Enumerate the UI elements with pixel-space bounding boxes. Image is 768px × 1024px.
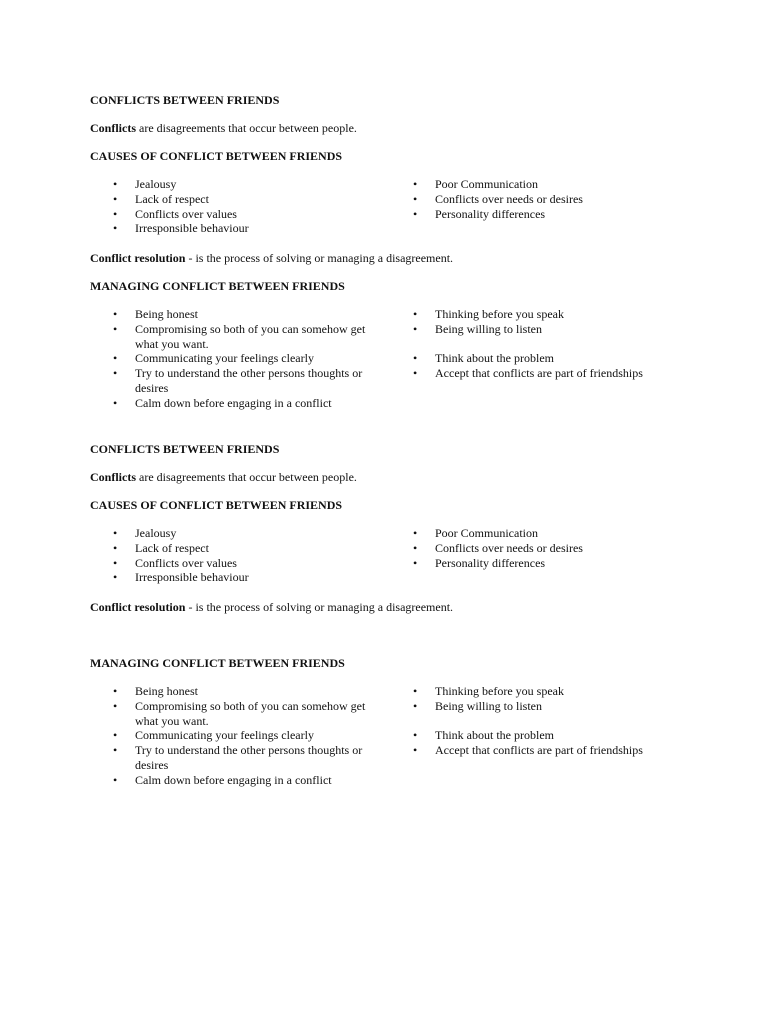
list-item: • Personality differences xyxy=(390,556,730,571)
list-item: • Jealousy xyxy=(90,177,390,192)
list-item: • Calm down before engaging in a conflict xyxy=(90,773,390,788)
section-title: CONFLICTS BETWEEN FRIENDS xyxy=(90,93,280,107)
section-title: CONFLICTS BETWEEN FRIENDS xyxy=(90,442,280,456)
managing-list-right xyxy=(390,307,730,381)
list-item: • Calm down before engaging in a conflict xyxy=(90,396,390,411)
list-item: • Think about the problem xyxy=(390,728,730,743)
list-item: • Conflicts over values xyxy=(90,556,390,571)
list-item: • Compromising so both of you can somehow get what you want. xyxy=(90,322,390,352)
managing-list-left xyxy=(90,684,390,788)
list-item: • Think about the problem xyxy=(390,351,730,366)
list-item: • Poor Communication xyxy=(390,526,730,541)
managing-heading: MANAGING CONFLICT BETWEEN FRIENDS xyxy=(90,279,345,293)
resolution-definition xyxy=(90,600,453,615)
managing-heading: MANAGING CONFLICT BETWEEN FRIENDS xyxy=(90,656,345,670)
list-item: • Jealousy xyxy=(90,526,390,541)
resolution-text: - is the process of solving or managing a disagreement. xyxy=(185,600,454,614)
causes-list-left xyxy=(90,526,390,585)
list-item: • Accept that conflicts are part of friendships xyxy=(390,743,730,758)
conflicts-definition xyxy=(90,470,357,485)
causes-list-right xyxy=(390,526,730,570)
list-item: • Lack of respect xyxy=(90,192,390,207)
list-item: • Personality differences xyxy=(390,207,730,222)
resolution-definition xyxy=(90,251,453,266)
list-item: • Thinking before you speak xyxy=(390,684,730,699)
list-item: • Try to understand the other persons thoughts or desires xyxy=(90,366,390,396)
resolution-text: - is the process of solving or managing a disagreement. xyxy=(185,251,454,265)
list-item: • Conflicts over values xyxy=(90,207,390,222)
list-item: • Poor Communication xyxy=(390,177,730,192)
list-item: • Being honest xyxy=(90,307,390,322)
list-item: • Conflicts over needs or desires xyxy=(390,541,730,556)
resolution-term: Conflict resolution xyxy=(90,600,186,614)
causes-list-right xyxy=(390,177,730,221)
list-item: • Irresponsible behaviour xyxy=(90,221,390,236)
definition-text: are disagreements that occur between people. xyxy=(136,470,357,484)
causes-heading: CAUSES OF CONFLICT BETWEEN FRIENDS xyxy=(90,149,343,163)
managing-list-left xyxy=(90,307,390,411)
definition-term: Conflicts xyxy=(90,470,136,484)
list-item: • Conflicts over needs or desires xyxy=(390,192,730,207)
list-item: • Communicating your feelings clearly xyxy=(90,728,390,743)
causes-heading: CAUSES OF CONFLICT BETWEEN FRIENDS xyxy=(90,498,343,512)
list-item: • Being honest xyxy=(90,684,390,699)
conflicts-definition xyxy=(90,121,357,136)
list-item: • Lack of respect xyxy=(90,541,390,556)
causes-list-left xyxy=(90,177,390,236)
list-item: • Thinking before you speak xyxy=(390,307,730,322)
list-item: • Accept that conflicts are part of friendships xyxy=(390,366,730,381)
list-item: • Try to understand the other persons thoughts or desires xyxy=(90,743,390,773)
list-item: • Being willing to listen xyxy=(390,699,730,714)
definition-term: Conflicts xyxy=(90,121,136,135)
list-item: • Being willing to listen xyxy=(390,322,730,337)
definition-text: are disagreements that occur between people. xyxy=(136,121,357,135)
list-item: • Irresponsible behaviour xyxy=(90,570,390,585)
managing-list-right xyxy=(390,684,730,758)
list-item: • Compromising so both of you can somehow get what you want. xyxy=(90,699,390,729)
resolution-term: Conflict resolution xyxy=(90,251,186,265)
list-item: • Communicating your feelings clearly xyxy=(90,351,390,366)
